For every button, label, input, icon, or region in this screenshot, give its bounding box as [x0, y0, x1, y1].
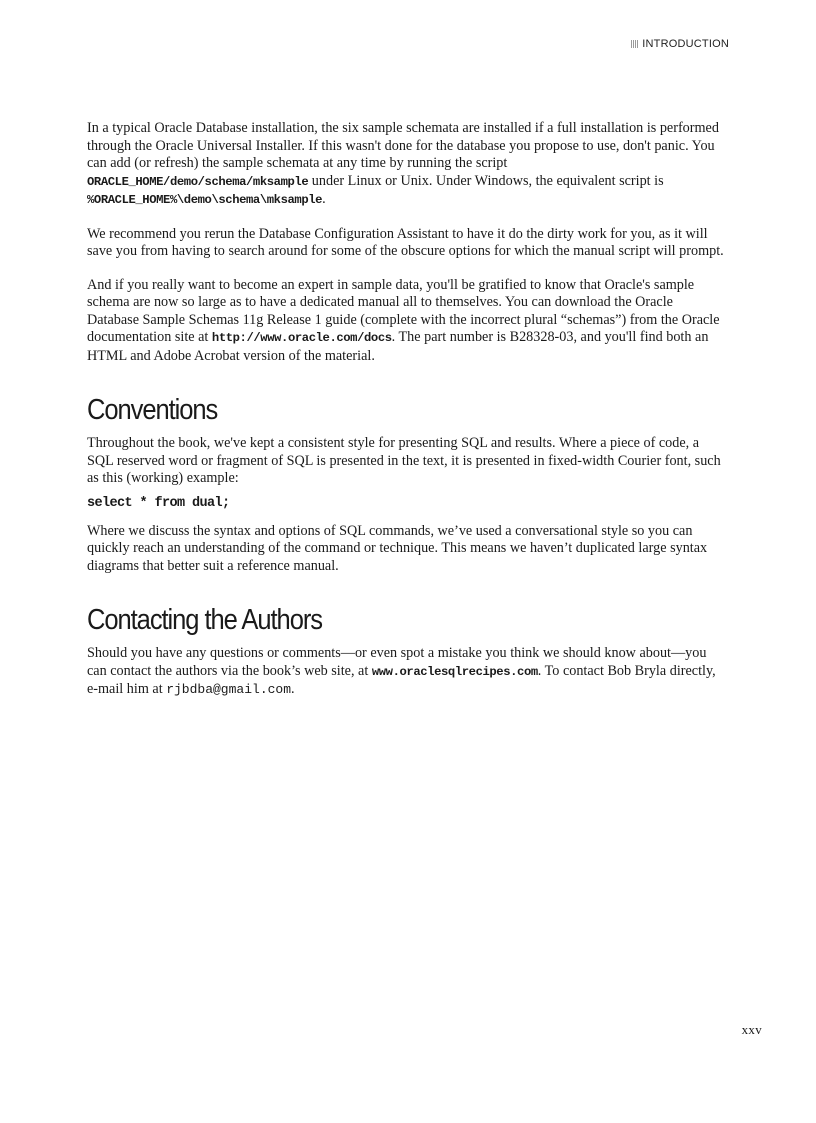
text-run: .	[291, 681, 295, 697]
text-run: Should you have any questions or comments—or even spot a mistake you think we should know about—you can contact the authors via the book’s web site, at	[87, 645, 707, 679]
text-run: . The part number is B28328-03, and you'll find both an HTML and Adobe Acrobat version of the material.	[87, 329, 709, 364]
text-run: under Linux or Unix. Under Windows, the equivalent script is	[308, 172, 664, 189]
paragraph-sample-schemas-guide	[87, 277, 727, 366]
paragraph-sample-schemata	[87, 120, 727, 210]
paragraph-dbca-recommendation: We recommend you rerun the Database Configuration Assistant to have it do the dirty work for you, as it will save you from having to search around for some of the obscure options for which the manual script will prompt.	[87, 225, 724, 259]
paragraph-conventions-syntax: Where we discuss the syntax and options of SQL commands, we’ve used a conversational style so you can quickly reach an understanding of the command or technique. This means we haven’t duplicated large syntax diagrams that better suit a reference manual.	[87, 522, 708, 574]
code-example: select * from dual;	[87, 495, 230, 511]
running-header	[631, 38, 729, 50]
page-number: xxv	[741, 1022, 762, 1037]
link-book-website[interactable]: www.oraclesqlrecipes.com	[371, 664, 538, 679]
paragraph-contact	[87, 645, 727, 699]
text-run: . To contact Bob Bryla directly, e-mail him at	[87, 662, 716, 697]
header-section-title: INTRODUCTION	[642, 38, 729, 50]
text-run: And if you really want to become an expert in sample data, you'll be gratified to know that Oracle's sample schema are now so large as to have a dedicated manual all to themselves. You can download the Oracle Database Sample Schemas 11g Release 1 guide (complete with the incorrect plural “schemas”) from the Oracle documentation site at	[87, 276, 720, 345]
paragraph-conventions-style: Throughout the book, we've kept a consistent style for presenting SQL and results. Where a piece of code, a SQL reserved word or fragment of SQL is presented in the text, it is presented in fixed-width Courier font, such as this (working) example:	[87, 435, 721, 486]
header-bar-icon	[631, 40, 638, 48]
link-author-email[interactable]: rjbdba@gmail.com	[166, 682, 292, 697]
inline-code-windows-script: %ORACLE_HOME%\demo\schema\mksample	[87, 193, 323, 207]
inline-code-unix-script: ORACLE_HOME/demo/schema/mksample	[87, 174, 309, 189]
text-run: In a typical Oracle Database installation, the six sample schemata are installed if a full installation is performed through the Oracle Universal Installer. If this wasn't done for the database you propose to use, don't panic. You can add (or refresh) the sample schemata at any time by running the script	[87, 120, 719, 171]
page-content	[87, 120, 727, 715]
heading-conventions: Conventions	[87, 394, 218, 426]
heading-contacting-authors: Contacting the Authors	[87, 604, 322, 636]
link-oracle-docs[interactable]: http://www.oracle.com/docs	[211, 331, 392, 345]
text-run: .	[322, 191, 326, 207]
